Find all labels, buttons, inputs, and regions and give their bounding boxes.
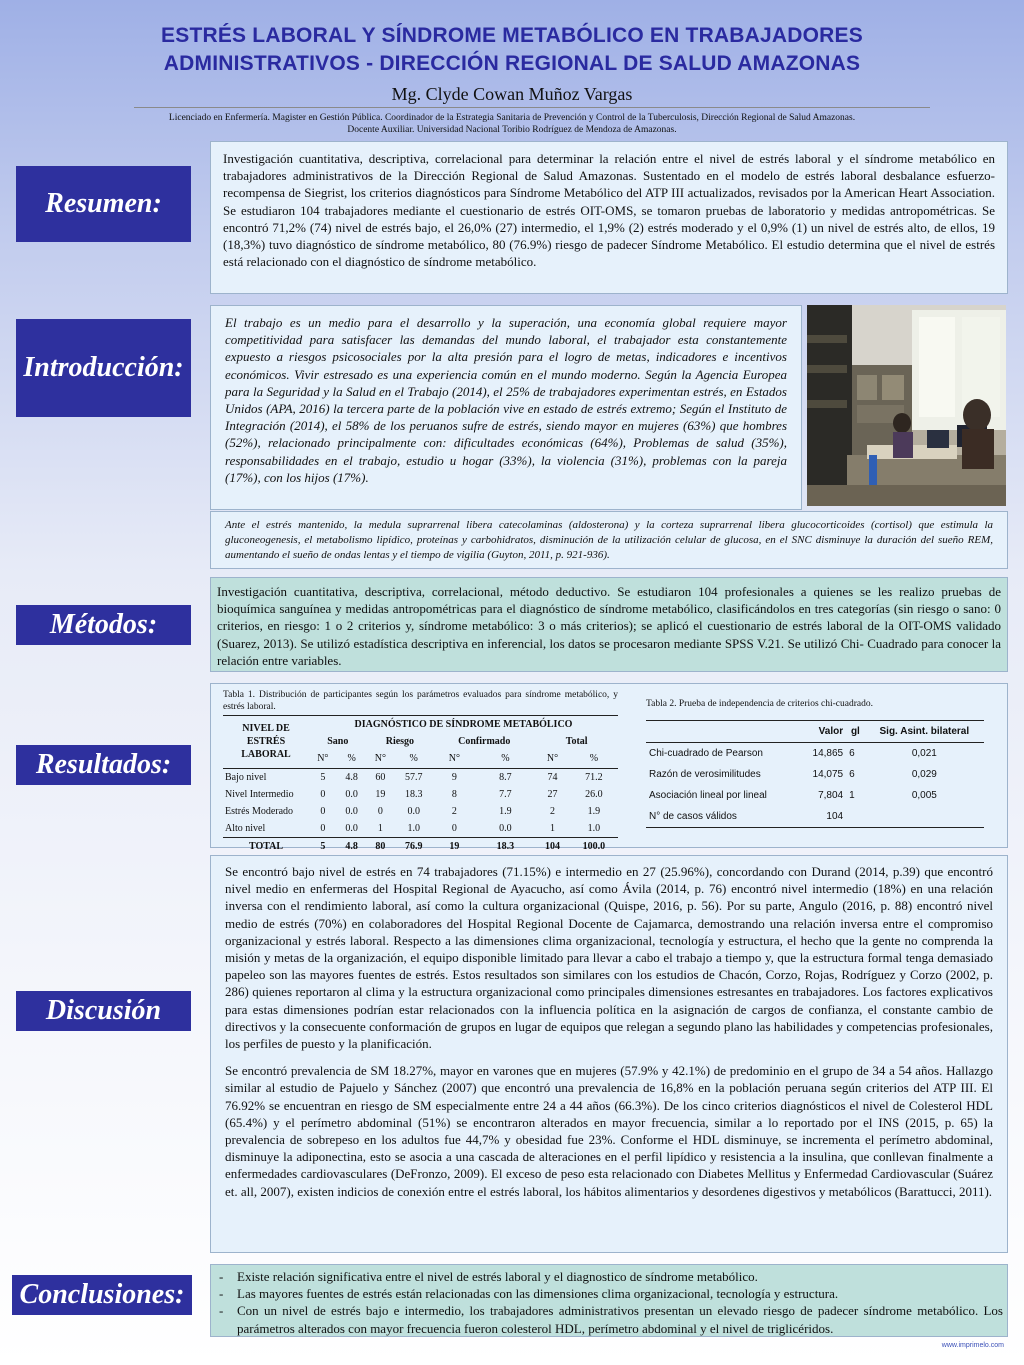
table1-row-label: Alto nivel <box>225 823 266 835</box>
discusion-text-2: Se encontró prevalencia de SM 18.27%, mayor en varones que en mujeres (57.9% y 42.1%) de predominio en el grupo de 34 a 54 años. Hallazgo similar al estudio de Pajuelo y Sánchez (2007) que encontró una prevalencia de 16,8% en la población peruana según criterios del ATP III. El 76.92% se encuentran en riesgo de SM especialmente entre 24 a 44 años (66.3%). De los cinco criterios diagnósticos el nivel de Colesterol HDL (65.4%) y el perímetro abdominal (51%) se encontraron alterados en mayor frecuencia, similar a lo reportado por el INS (2015, p. 65) la prevalencia de sobrepeso en los adultos fue 44,7% y obesidad fue 23%. Conforme el HDL disminuye, se incrementa el perímetro abdominal, disminuye la adiponectina, esto se asocia a una cascada de alteraciones en el perfil lipídico y resistencia a la insulina, que conllevan finalmente a enfermedades cardiovasculares (DeFronzo, 2009). El exceso de peso esta relacionado con Diabetes Mellitus y Enfermedad Cardiovascular (Suárez et. all, 2007), existen indicios de conexión entre el estrés laboral, los hábitos alimentarios y desordenes digestivos y metabólicos (Barattucci, 2011). <box>225 1063 993 1199</box>
table1-cell: 18.3 <box>404 788 423 800</box>
poster-title <box>0 22 1024 78</box>
affiliation <box>0 112 1024 136</box>
conclusion-item: - Las mayores fuentes de estrés están relacionadas con las dimensiones clima organizacional, tecnología y estructura. <box>215 1285 1003 1302</box>
intro-text-2: Ante el estrés mantenido, la medula suprarrenal libera catecolaminas (aldosterona) y la corteza suprarrenal libera glucocorticoides (cortisol) que estimula la gluconeogenesis, el metabolismo lipídico, proteínas y carbohidratos, disminución de la utilización celular de glucosa, en el SNC disminuye la duración del sueño REM, aumentando el sueño de ondas lentas y el tiempo de vigilia (Guyton, 2011, p. 921-936). <box>225 519 993 561</box>
table1-total-cell: 5 <box>320 841 326 853</box>
table1-total-cell: 100.0 <box>582 841 606 853</box>
table1-subheader-n: N° <box>546 753 559 765</box>
table2-sig-cell <box>865 806 984 828</box>
conclusion-item: - Existe relación significativa entre el nivel de estrés laboral y el diagnostico de síndrome metabólico. <box>215 1268 1003 1285</box>
table2-row-label: Razón de verosimilitudes <box>649 768 761 780</box>
table1-cell: 71.2 <box>585 771 603 783</box>
table1-cell: 8 <box>451 788 457 800</box>
table1-subheader-pct: % <box>347 753 356 765</box>
table1-cell: 2 <box>550 806 556 818</box>
resultados-box <box>210 683 1008 853</box>
metodos-box <box>210 577 1008 672</box>
table1-caption: Tabla 1. Distribución de participantes según los parámetros evaluados para síndrome metabólico, y estrés laboral. <box>223 690 618 712</box>
table-row <box>223 786 618 803</box>
table1-total-cell: 19 <box>449 841 460 853</box>
table2-block <box>646 698 984 828</box>
table1-cell: 1 <box>550 823 556 835</box>
table1-total-cell: 18.3 <box>496 841 515 853</box>
table2-gl-cell: 1 <box>849 789 855 801</box>
table-row <box>646 785 984 806</box>
table2-gl-cell: 6 <box>849 747 855 759</box>
table1-cell: 0.0 <box>407 806 420 818</box>
table1-cell: 1.9 <box>499 806 512 818</box>
table1-row-label: Nivel Intermedio <box>225 788 294 800</box>
table1-block <box>223 689 618 857</box>
table1-cell: 9 <box>451 771 457 783</box>
office-photo-illustration <box>807 305 1006 506</box>
table1-cell: 2 <box>451 806 457 818</box>
table1-subheader-pct: % <box>589 753 599 765</box>
section-label-conclusiones: Conclusiones: <box>12 1275 192 1315</box>
section-label-resultados: Resultados: <box>16 745 191 785</box>
table1-cell: 7.7 <box>499 788 512 800</box>
table-row <box>223 768 618 786</box>
table1-cell: 1.0 <box>407 823 420 835</box>
table2-valor-cell: 14,865 <box>812 747 844 759</box>
table1-subheader-pct: % <box>409 753 418 765</box>
table1-total-row <box>223 838 618 856</box>
table2-col-gl: gl <box>850 725 860 737</box>
table2-gl-cell: 6 <box>849 768 855 780</box>
table1-total-cell: 76.9 <box>404 841 423 853</box>
table2-col-valor: Valor <box>818 725 844 737</box>
table1-cell: 0 <box>320 806 326 818</box>
table1-total-label: TOTAL <box>248 841 284 853</box>
table1-cell: 0 <box>377 806 383 818</box>
table1-cell: 0.0 <box>345 823 358 835</box>
table2 <box>646 720 984 828</box>
table1-total-cell: 80 <box>375 841 386 853</box>
table1-total-cell: 4.8 <box>345 841 358 853</box>
table1-subheader-n: N° <box>317 753 329 765</box>
table1-cell: 5 <box>320 771 326 783</box>
section-label-introduccion: Introducción: <box>16 319 191 417</box>
table1-cell: 1.0 <box>587 823 601 835</box>
table2-col-label <box>646 721 800 743</box>
intro-text-1: El trabajo es un medio para el desarrollo y la superación, una economía global requiere mayor competitividad para satisfacer las demandas del mundo laboral, el trabajador esta constantemente expuesto a riesgos psicosociales por la alta presión para el logro de metas, indicadores e incentivos económicos. Vivir estresado es una experiencia común en el mundo moderno. Según la Agencia Europea para la Seguridad y la Salud en el Trabajo (2014), el 25% de trabajadores experimentan estrés, en Estados Unidos (APA, 2016) la tercera parte de la población vive en estado de estrés extremo; Según el Instituto de Integración (2014), el 58% de los peruanos sufre de estrés, siendo mayor en mujeres (63%) que hombres (52%), relacionado principalmente con: dificultades económicas (64%), Problemas de salud (35%), responsabilidades en el trabajo, estudio u hogar (33%), la violencia (31%), problemas con la pareja (17%), con los hijos (17%). <box>225 315 787 485</box>
table1-group-total: Total <box>565 736 588 748</box>
table1-cell: 0 <box>320 823 326 835</box>
section-label-resumen: Resumen: <box>16 166 191 242</box>
table1-cell: 19 <box>375 788 386 800</box>
conclusion-item: - Con un nivel de estrés bajo e intermedio, los trabajadores administrativos presentan un elevado riesgo de padecer síndrome metabólico. Los parámetros alterados con mayor frecuencia fueron colesterol HDL, perímetro abdominal y el nivel de triglicéridos. <box>215 1302 1003 1336</box>
table1-group-confirmado: Confirmado <box>458 736 511 748</box>
table1-subheader-n: N° <box>448 753 460 765</box>
table2-caption: Tabla 2. Prueba de independencia de criterios chi-cuadrado. <box>646 699 873 709</box>
table2-row-label: N° de casos válidos <box>649 810 737 822</box>
table-row <box>223 803 618 820</box>
table1-col-nivel: NIVEL DE ESTRÉS LABORAL <box>241 723 291 761</box>
table1-cell: 0 <box>320 788 326 800</box>
table1-cell: 0.0 <box>499 823 512 835</box>
table2-row-label: Chi-cuadrado de Pearson <box>649 747 763 759</box>
resumen-box <box>210 141 1008 294</box>
table1-cell: 8.7 <box>499 771 512 783</box>
table1-cell: 60 <box>375 771 386 783</box>
table-row <box>646 764 984 785</box>
table1-cell: 26.0 <box>585 788 603 800</box>
table1-group-sano: Sano <box>327 736 349 748</box>
table1-cell: 1 <box>377 823 383 835</box>
discusion-box <box>210 855 1008 1253</box>
table1-cell: 1.9 <box>587 806 601 818</box>
table2-valor-cell: 7,804 <box>818 789 844 801</box>
table-row <box>646 743 984 765</box>
title-line-2: ADMINISTRATIVOS - DIRECCIÓN REGIONAL DE SALUD AMAZONAS <box>163 52 861 75</box>
table1-cell: 74 <box>547 771 558 783</box>
header-divider <box>134 107 930 108</box>
table2-row-label: Asociación lineal por lineal <box>649 789 767 801</box>
table1-cell: 4.8 <box>345 771 358 783</box>
title-line-1: ESTRÉS LABORAL Y SÍNDROME METABÓLICO EN TRABAJADORES <box>161 24 863 47</box>
section-label-discusion: Discusión <box>16 991 191 1031</box>
section-label-metodos: Métodos: <box>16 605 191 645</box>
affiliation-line-2: Docente Auxiliar. Universidad Nacional Toribio Rodríguez de Mendoza de Amazonas. <box>347 125 677 135</box>
author-name: Mg. Clyde Cowan Muñoz Vargas <box>391 84 633 104</box>
discusion-text-1: Se encontró bajo nivel de estrés en 74 trabajadores (71.15%) e intermedio en 27 (25.96%), concordando con Durand (2014, p.39) que encontró nivel medio en enfermeras del Hospital Regional de Ayacucho, así como Ávila (2014, p. 76) encontró nivel intermedio (18%) en una relación inversa con el rendimiento laboral, así como la cultura organizacional (Quispe, 2016, p. 56). Por su parte, Angulo (2016, p. 88) encontró nivel medio de estrés (70%) en colaboradores del Hospital Regional Docente de Cajamarca, demostrando una relación inversa entre el compromiso organizacional y estrés laboral. Respecto a las dimensiones clima organizacional, tecnología y estructura, el hecho que la gente no comprenda la misión y metas de la organización, el equipo disponible limitado para llevar a cabo el trabajo a tiempo y, que la estructura formal tenga demasiado papeleo son las mayores fuentes de estrés. Estos resultados son similares con los estudios de Chacón, Corzo, Rojas, Rodríguez y Corzo (2002, p. 286) quienes reportaron al clima y la estructura organizacional como principales dimensiones estresantes en trabajadores. Los factores explicativos para estas dimensiones podrían estar relacionados con la influencia política en la asignación de cargos de confianza, el constante cambio de directivos y la consecuente conformación de grupos en lugar de equipos que relegan a segundo plano las habilidades y competencias profesionales, los perfiles de puesto y la planificación. <box>225 864 993 1052</box>
table2-sig-cell: 0,021 <box>911 747 937 759</box>
conclusiones-box <box>210 1264 1008 1337</box>
table1-row-label: Bajo nivel <box>225 771 267 783</box>
conclusiones-list <box>215 1268 1003 1337</box>
table1-subheader-n: N° <box>374 753 387 765</box>
table1-cell: 27 <box>547 788 558 800</box>
table1-total-cell: 104 <box>545 841 561 853</box>
table1-subheader-pct: % <box>501 753 510 765</box>
metodos-text: Investigación cuantitativa, descriptiva, correlacional, método deductivo. Se estudiaron 104 profesionales a quienes se les realizo pruebas de bioquímica sanguínea y medidas antropométricas para el diagnóstico de síndrome metabólico, clasificándolos en tres categorías (sin riesgo o sano: 0 criterios, en riesgo: 1 o 2 criterios y, síndrome metabólico: 3 o más criterios); se aplicó el cuestionario de estrés laboral de la OIT-OMS validado (Suarez, 2013). Se utilizó estadística descriptiva en inferencial, los datos se procesaron mediante SPSS V.21. Se utilizó Chi- Cuadrado para conocer la relación entre variables. <box>217 584 1001 668</box>
resumen-text: Investigación cuantitativa, descriptiva, correlacional para determinar la relación entre el nivel de estrés laboral y el síndrome metabólico en trabajadores administrativos de la Dirección Regional de Salud Amazonas. Sustentado en el modelo de estrés laboral desbalance esfuerzo-recompensa de Siegrist, los criterios diagnósticos para Síndrome Metabólico del ATP III actualizados, revisados por la American Heart Association. Se estudiaron 104 trabajadores mediante el cuestionario de estrés OIT-OMS, se tomaron pruebas de laboratorio y medidas antropométricas. Se encontró 71,2% (74) nivel de estrés bajo, el 26,0% (27) intermedio, el 1,9% (2) estrés moderado y el 0,9% (1) un nivel de estrés alto, de ellos, 19 (18,3%) tuvo diagnóstico de síndrome metabólico, 80 (76.9%) riesgo de padecer Síndrome Metabólico. El estudio determina que el nivel de estrés está relacionado con el diagnóstico de síndrome metabólico. <box>223 151 995 270</box>
affiliation-line-1: Licenciado en Enfermería. Magister en Gestión Pública. Coordinador de la Estrategia Sanitaria de Prevención y Control de la Tuberculosis, Dirección Regional de Salud Amazonas. <box>168 113 856 123</box>
table2-sig-cell: 0,005 <box>911 789 937 801</box>
table1-group-riesgo: Riesgo <box>385 736 415 748</box>
table2-col-sig: Sig. Asint. bilateral <box>879 725 970 737</box>
table1-cell: 0.0 <box>345 788 358 800</box>
table1-cell: 0 <box>451 823 457 835</box>
table2-gl-cell <box>846 806 865 828</box>
intro-box-2 <box>210 511 1008 569</box>
table2-valor-cell: 104 <box>826 810 844 822</box>
table2-sig-cell: 0,029 <box>911 768 937 780</box>
table1 <box>223 715 618 857</box>
footer-website: www.imprimelo.com <box>941 1342 1004 1349</box>
table-row <box>223 820 618 838</box>
office-photo <box>807 305 1006 506</box>
table2-valor-cell: 14,075 <box>812 768 844 780</box>
table1-cell: 57.7 <box>404 771 423 783</box>
table1-col-group: DIAGNÓSTICO DE SÍNDROME METABÓLICO <box>354 719 573 730</box>
table-row <box>646 806 984 828</box>
table1-row-label: Estrés Moderado <box>225 806 294 818</box>
table1-cell: 0.0 <box>345 806 358 818</box>
intro-box <box>210 305 802 510</box>
